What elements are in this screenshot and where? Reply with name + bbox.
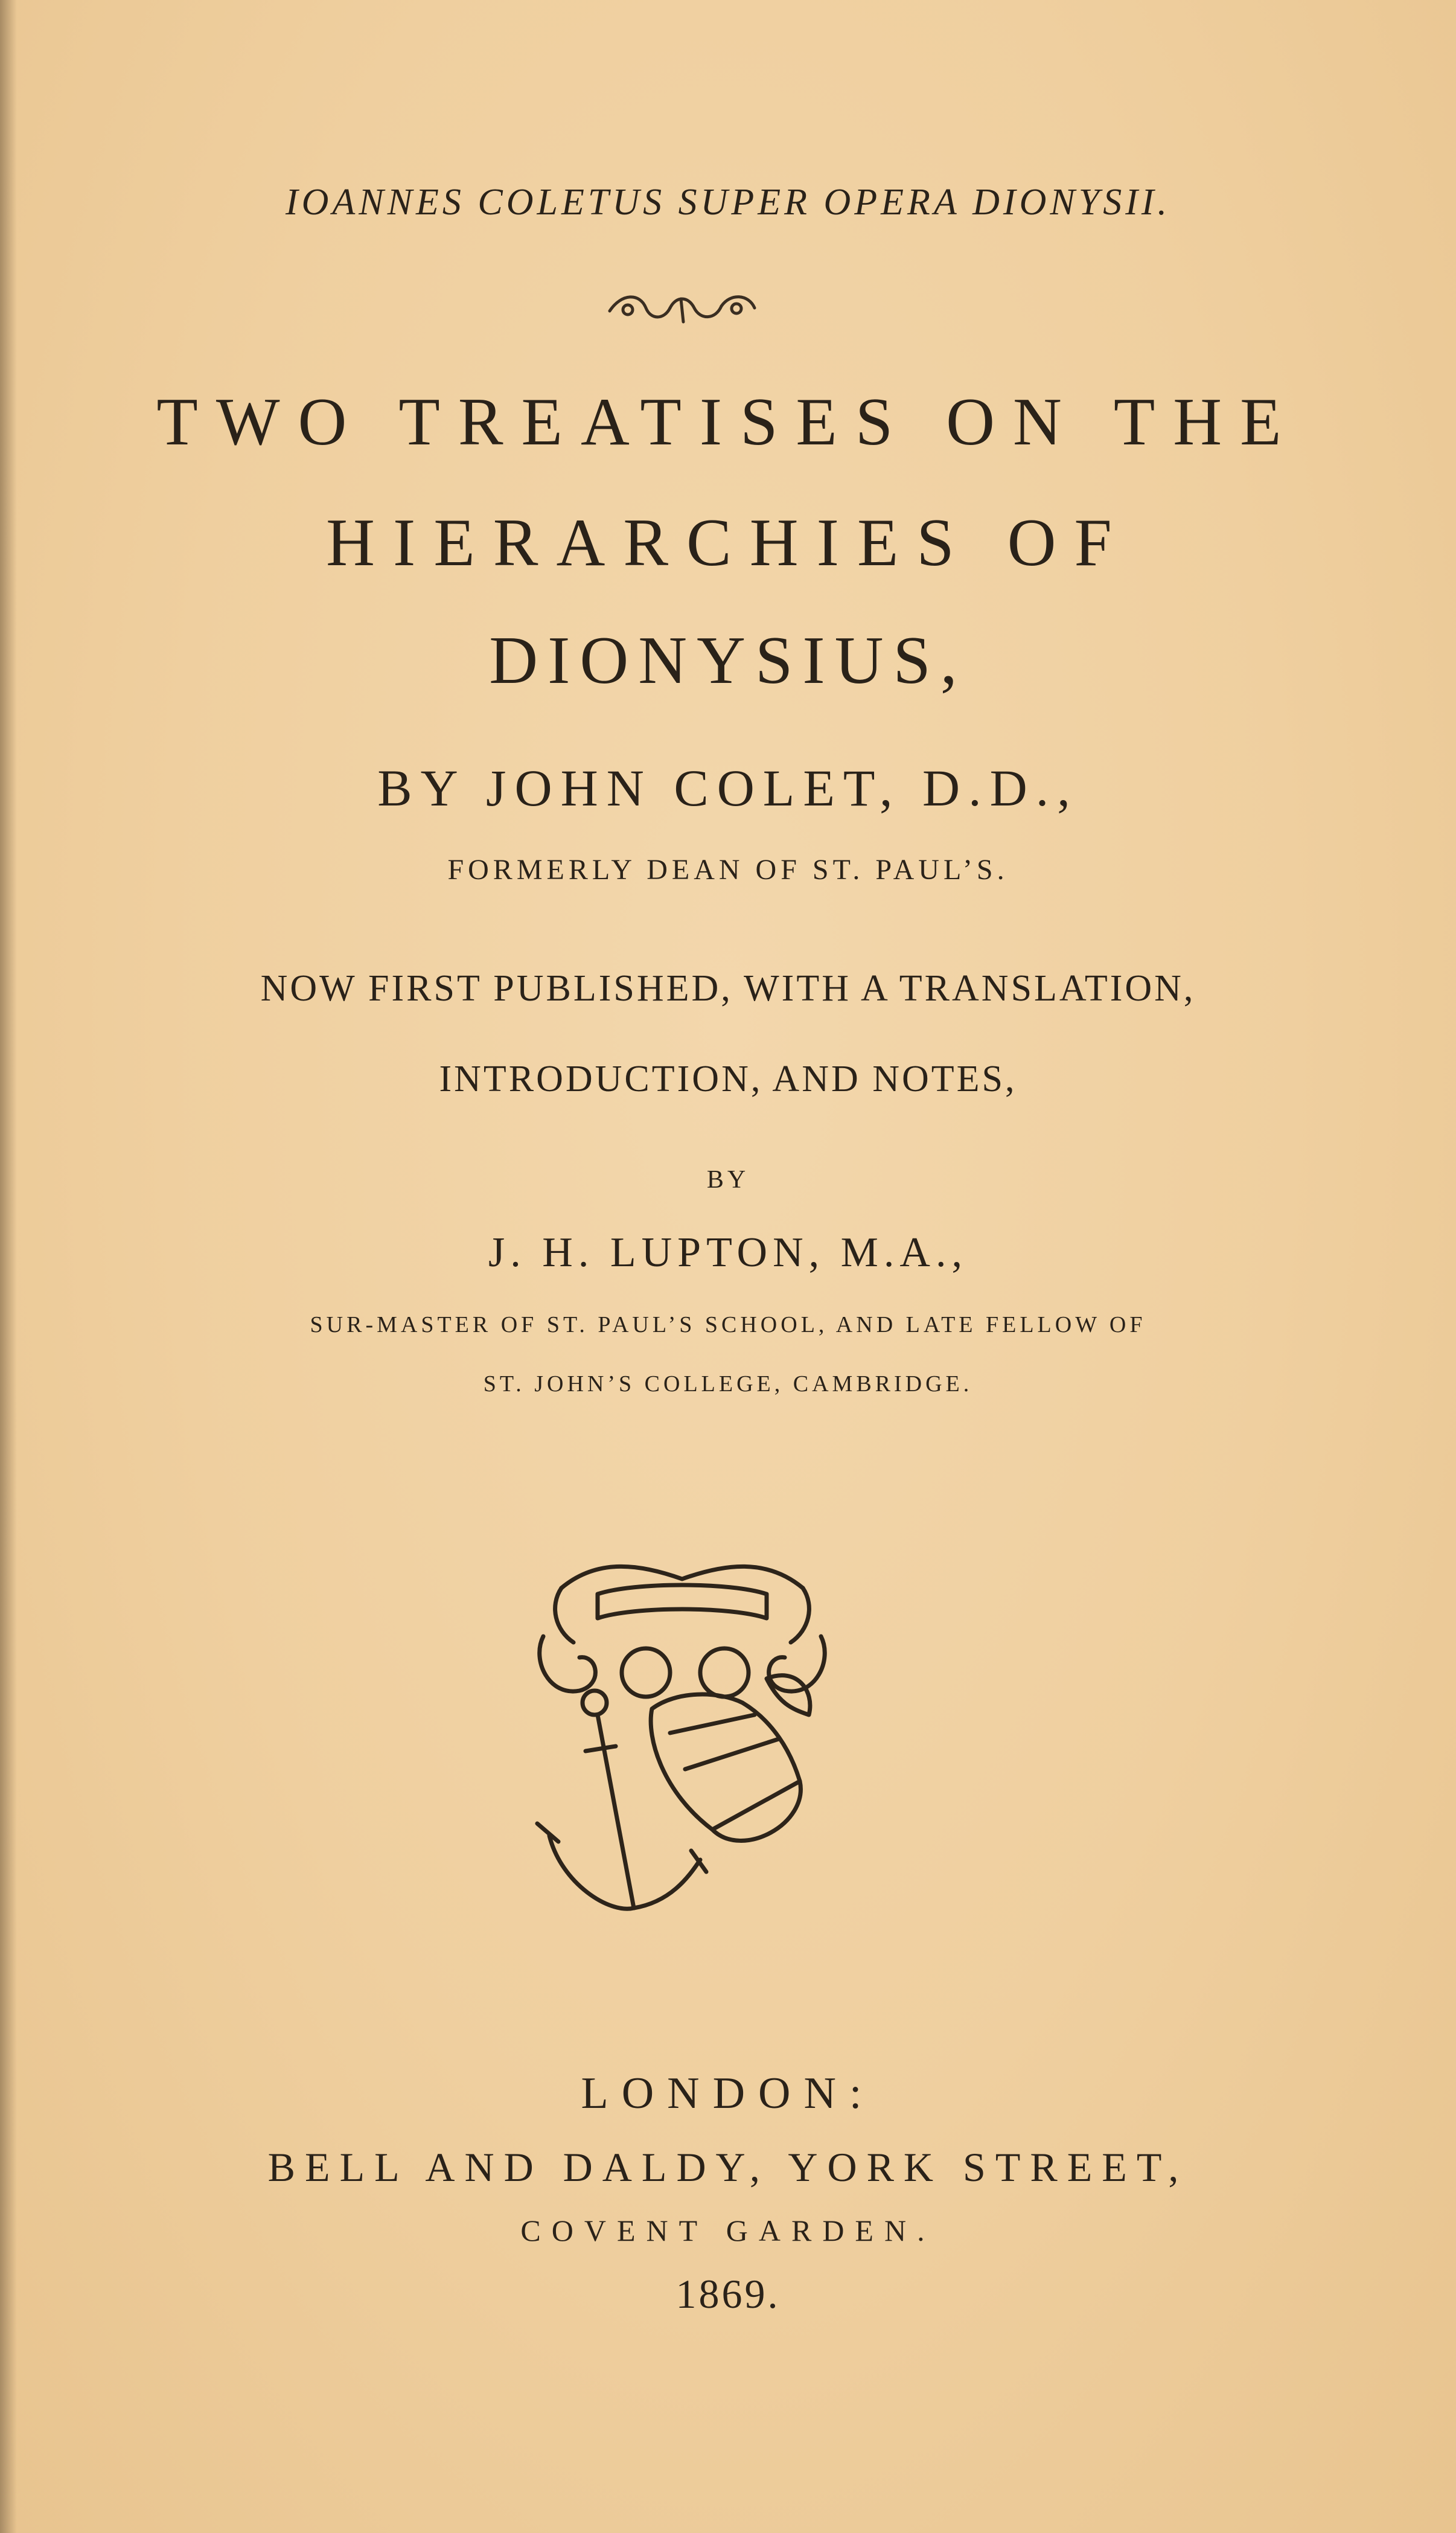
editor-role-2: ST. JOHN’S COLLEGE, CAMBRIDGE. [483, 1371, 973, 1397]
title-line-2: HIERARCHIES OF [326, 505, 1130, 580]
imprint-city: LONDON: [581, 2069, 875, 2118]
title-line-1: TWO TREATISES ON THE [156, 385, 1300, 460]
edition-line-1: NOW FIRST PUBLISHED, WITH A TRANSLATION, [260, 968, 1196, 1009]
imprint-address: COVENT GARDEN. [520, 2214, 936, 2247]
imprint-publisher: BELL AND DALDY, YORK STREET, [267, 2144, 1189, 2190]
author-line: BY JOHN COLET, D.D., [377, 759, 1079, 817]
editor-by: BY [706, 1166, 750, 1194]
fleuron-ornament-icon [604, 287, 761, 329]
imprint-year: 1869. [675, 2271, 781, 2317]
editor-role-1: SUR-MASTER OF ST. PAUL’S SCHOOL, AND LATE FELLOW OF [310, 1312, 1146, 1337]
title-line-3: DIONYSIUS, [489, 623, 967, 698]
author-office: FORMERLY DEAN OF ST. PAUL’S. [447, 854, 1009, 886]
edition-line-2: INTRODUCTION, AND NOTES, [439, 1058, 1017, 1100]
editor-name: J. H. LUPTON, M.A., [488, 1229, 968, 1276]
latin-title: IOANNES COLETUS SUPER OPERA DIONYSII. [286, 182, 1170, 223]
bell-and-anchor-printers-device-icon [525, 1522, 839, 1926]
